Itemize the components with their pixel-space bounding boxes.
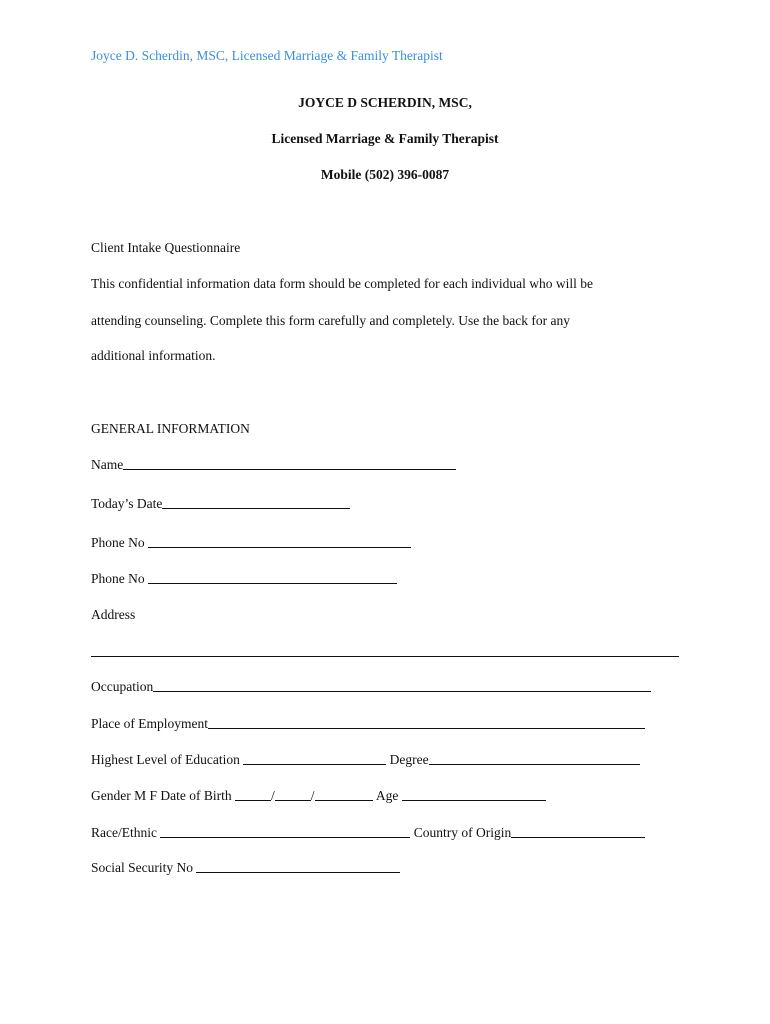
mobile-number: Mobile (502) 396-0087	[320, 167, 450, 182]
name-field[interactable]	[123, 457, 456, 470]
ssn-row	[91, 860, 400, 876]
dob-separator: /	[310, 788, 315, 803]
race-label: Race/Ethnic	[91, 825, 157, 840]
country-field[interactable]	[511, 825, 645, 838]
ssn-label: Social Security No	[91, 860, 193, 875]
date-field[interactable]	[162, 496, 350, 509]
gender-dob-label: Gender M F Date of Birth	[91, 788, 232, 803]
therapist-name: JOYCE D SCHERDIN, MSC,	[298, 95, 472, 110]
degree-label: Degree	[389, 752, 429, 767]
phone-field-1[interactable]	[148, 535, 411, 548]
intro-line-2: attending counseling. Complete this form carefully and completely. Use the back for any	[91, 313, 570, 328]
date-row	[91, 496, 350, 512]
dob-month-field[interactable]	[235, 788, 271, 801]
country-label: Country of Origin	[413, 825, 512, 840]
dob-separator: /	[270, 788, 275, 803]
race-field[interactable]	[160, 825, 410, 838]
form-title: Client Intake Questionnaire	[91, 240, 241, 255]
education-label: Highest Level of Education	[91, 752, 240, 767]
section-heading: GENERAL INFORMATION	[91, 421, 250, 436]
degree-field[interactable]	[429, 752, 640, 765]
intro-line-1: This confidential information data form should be completed for each individual who will be	[91, 276, 593, 291]
dob-day-field[interactable]	[275, 788, 311, 801]
phone-row-2	[91, 571, 397, 587]
dob-year-field[interactable]	[315, 788, 373, 801]
phone-row-1	[91, 535, 411, 551]
employment-field[interactable]	[208, 716, 645, 729]
occupation-label: Occupation	[91, 679, 154, 694]
name-row	[91, 457, 456, 473]
ssn-field[interactable]	[196, 860, 400, 873]
race-country-row	[91, 825, 645, 841]
age-label: Age	[375, 788, 399, 803]
name-label: Name	[91, 457, 124, 472]
gender-dob-row	[91, 788, 546, 804]
therapist-title: Licensed Marriage & Family Therapist	[271, 131, 499, 146]
education-field[interactable]	[243, 752, 386, 765]
phone-label-1: Phone No	[91, 535, 145, 550]
phone-field-2[interactable]	[148, 571, 397, 584]
occupation-field[interactable]	[153, 679, 651, 692]
date-label: Today’s Date	[91, 496, 163, 511]
phone-label-2: Phone No	[91, 571, 145, 586]
age-field[interactable]	[402, 788, 546, 801]
address-field[interactable]	[91, 656, 679, 657]
running-header: Joyce D. Scherdin, MSC, Licensed Marriage & Family Therapist	[91, 48, 443, 63]
address-label: Address	[91, 607, 136, 622]
occupation-row	[91, 679, 651, 695]
intro-line-3: additional information.	[91, 348, 216, 363]
employment-row	[91, 716, 645, 732]
education-row	[91, 752, 640, 768]
employment-label: Place of Employment	[91, 716, 208, 731]
